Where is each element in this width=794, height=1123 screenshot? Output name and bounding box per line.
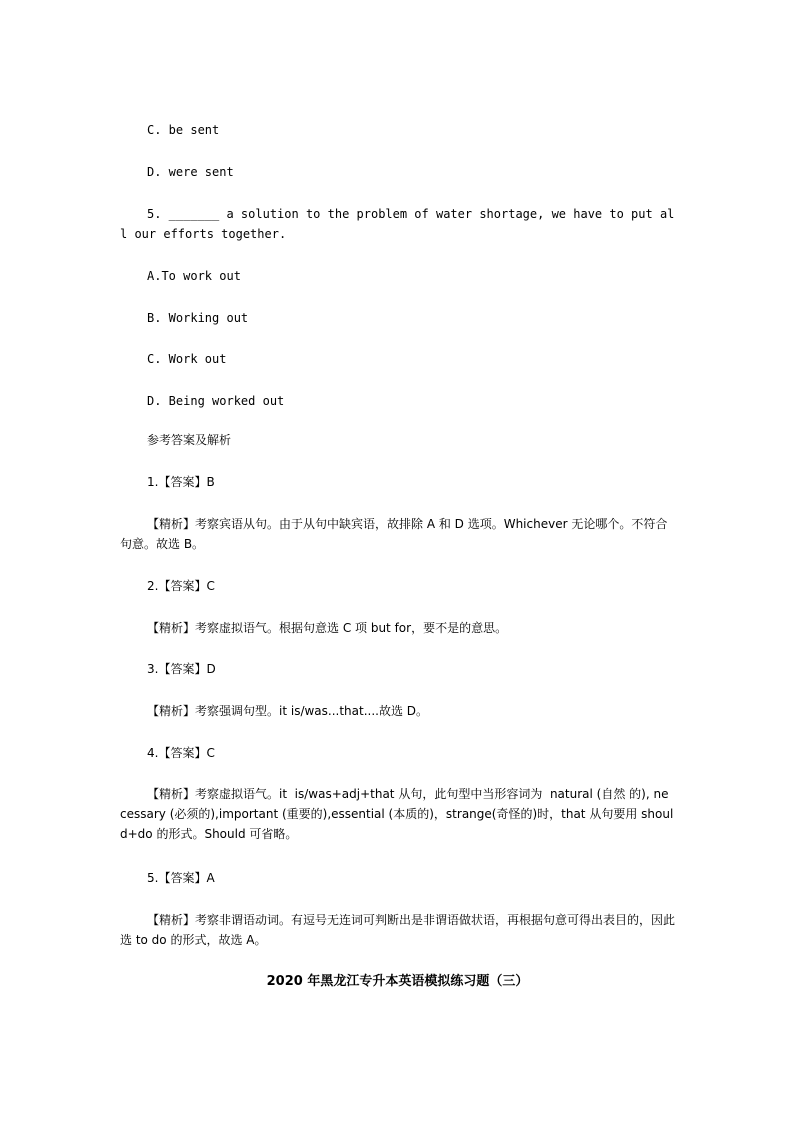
explanation-5: 【精析】考察非谓语动词。有逗号无连词可判断出是非谓语做状语，再根据句意可得出表目的，因此选 to do 的形式，故选 A。 [120, 913, 676, 947]
answer-5: 5.【答案】A [147, 871, 215, 885]
explanation-2: 【精析】考察虚拟语气。根据句意选 C 项 but for，要不是的意思。 [147, 621, 508, 635]
option-d-prev: D. were sent [147, 165, 234, 179]
question-5-option-d: D. Being worked out [147, 394, 285, 408]
answer-3: 3.【答案】D [147, 662, 216, 676]
option-c-prev: C. be sent [147, 123, 220, 137]
explanation-1: 【精析】考察宾语从句。由于从句中缺宾语，故排除 A 和 D 选项。Whichever 无论哪个。不符合句意。故选 B。 [120, 517, 668, 551]
question-5-stem: 5. _______ a solution to the problem of water shortage, we have to put all our efforts together. [120, 207, 675, 241]
next-section-title: 2020 年黑龙江专升本英语模拟练习题（三） [266, 974, 529, 989]
answers-heading: 参考答案及解析 [147, 433, 232, 447]
question-5-option-b: B. Working out [147, 311, 249, 325]
explanation-3: 【精析】考察强调句型。it is/was...that....故选 D。 [147, 704, 429, 718]
question-5-option-a: A.To work out [147, 269, 241, 283]
answer-4: 4.【答案】C [147, 746, 215, 760]
explanation-4: 【精析】考察虚拟语气。it is/was+adj+that 从句，此句型中当形容词为 natural (自然 的), necessary (必须的),important (重要的),essential (本质的)，strange(奇怪的)时，that 从句要用 should+do 的形式。Should 可省略。 [120, 787, 674, 841]
question-5-option-c: C. Work out [147, 352, 227, 366]
answer-2: 2.【答案】C [147, 579, 215, 593]
answer-1: 1.【答案】B [147, 475, 215, 489]
